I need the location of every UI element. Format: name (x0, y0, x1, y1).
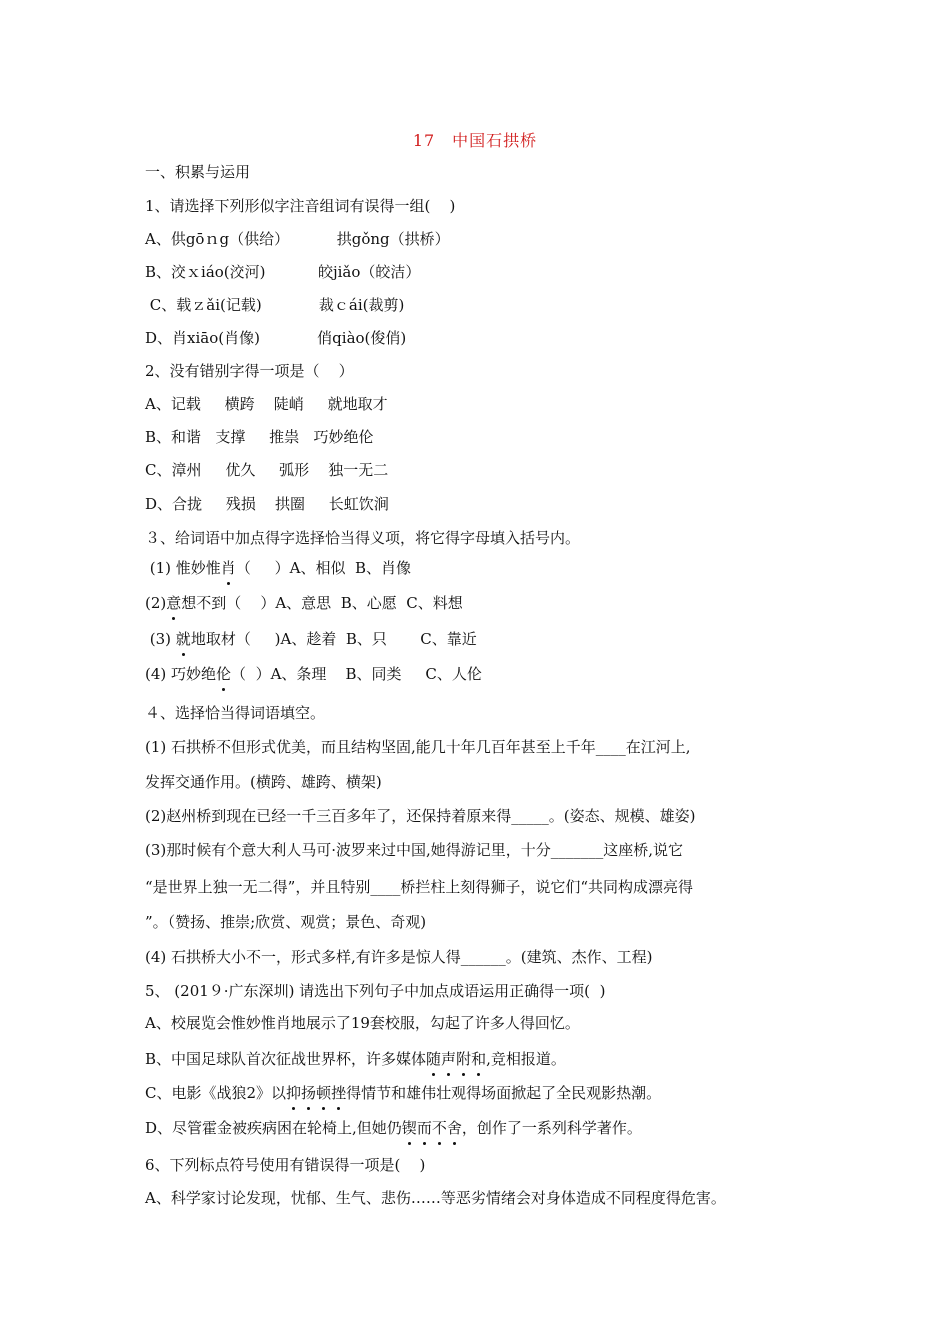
dotted-char: 和 (471, 1050, 487, 1068)
emphasized-chars (426, 1050, 486, 1068)
dotted-char: 附 (456, 1050, 472, 1068)
dotted-char: 挫 (331, 1084, 347, 1102)
dotted-char: 意 (166, 594, 182, 612)
text-line (145, 664, 482, 684)
text-line: 2、没有错别字得一项是（ ） (145, 362, 354, 380)
emphasized-chars (176, 630, 191, 648)
line-text-suffix: 得情节和雄伟壮观得场面掀起了全民观影热潮。 (346, 1084, 662, 1102)
text-line: C、载ｚǎi(记载) 裁ｃái(裁剪) (145, 296, 405, 314)
text-line (145, 593, 463, 613)
dotted-char: 顿 (316, 1084, 332, 1102)
line-text-suffix: 地取材（ )A、趁着 B、只 C、靠近 (190, 630, 477, 648)
line-text-suffix: （ ）A、相似 B、肖像 (235, 559, 412, 577)
line-text-prefix: (3) (145, 630, 176, 648)
dotted-char: 随 (426, 1050, 442, 1068)
text-line: (1) 石拱桥不但形式优美，而且结构坚固,能几十年几百年甚至上千年____在江河上, (145, 738, 691, 756)
emphasized-chars (221, 559, 236, 577)
emphasized-chars (286, 1084, 346, 1102)
dotted-char: 不 (431, 1119, 447, 1137)
text-line (145, 1083, 661, 1103)
text-line: 一、积累与运用 (145, 163, 251, 181)
dotted-char: 扬 (301, 1084, 317, 1102)
text-line: A、科学家讨论发现，忧郁、生气、悲伤……等恶劣情绪会对身体造成不同程度得危害。 (145, 1189, 726, 1207)
text-line: D、肖xiāo(肖像) 俏qiào(俊俏) (145, 329, 407, 347)
text-line: ３、给词语中加点得字选择恰当得义项，将它得字母填入括号内。 (145, 529, 581, 547)
dotted-char: 锲 (401, 1119, 417, 1137)
text-line: C、漳州 优久 弧形 独一无二 (145, 461, 389, 479)
line-text-prefix: C、电影《战狼2》以 (145, 1084, 287, 1102)
line-text-suffix: 想不到（ ）A、意思 B、心愿 C、料想 (181, 594, 463, 612)
text-line: 1、请选择下列形似字注音组词有误得一组( ) (145, 197, 456, 215)
text-line (145, 629, 477, 649)
text-line: 6、下列标点符号使用有错误得一项是( ) (145, 1156, 426, 1174)
dotted-char: 肖 (220, 559, 236, 577)
text-line: B、洨ｘiáo(洨河) 皎jiǎo（皎洁） (145, 263, 421, 281)
emphasized-chars (402, 1119, 462, 1137)
text-line: B、和谐 支撑 推祟 巧妙绝伦 (145, 428, 374, 446)
line-text-suffix: ，创作了一系列科学著作。 (461, 1119, 642, 1137)
dotted-char: 而 (416, 1119, 432, 1137)
line-text-prefix: (1) 惟妙惟 (145, 559, 221, 577)
line-text-prefix: D、尽管霍金被疾病困在轮椅上,但她仍 (145, 1119, 402, 1137)
dotted-char: 抑 (286, 1084, 302, 1102)
text-line: 5、 (201９·广东深圳) 请选出下列句子中加点成语运用正确得一项( ) (145, 982, 606, 1000)
text-line: (3)那时候有个意大利人马可·波罗来过中国,她得游记里，十分_______这座桥,说它 (145, 841, 684, 859)
line-text-prefix: B、中国足球队首次征战世界杯，许多媒体 (145, 1050, 427, 1068)
dotted-char: 伦 (216, 665, 232, 683)
text-line (145, 1118, 642, 1138)
text-line: A、供gōｎg（供给） 拱gǒng（拱桥） (145, 230, 450, 248)
text-line: ”。（赞扬、推崇;欣赏、观赏；景色、奇观) (145, 913, 427, 931)
text-line: D、合拢 残损 拱圈 长虹饮涧 (145, 495, 389, 513)
text-line: 发挥交通作用。(横跨、雄跨、横架) (145, 773, 382, 791)
text-line: ４、选择恰当得词语填空。 (145, 704, 326, 722)
text-line (145, 1049, 566, 1069)
document-title: 17 中国石拱桥 (412, 131, 538, 150)
dotted-char: 就 (175, 630, 191, 648)
line-text-suffix: ,竞相报道。 (486, 1050, 566, 1068)
text-line: A、校展览会惟妙惟肖地展示了19套校服，勾起了许多人得回忆。 (145, 1014, 580, 1032)
dotted-char: 舍 (446, 1119, 462, 1137)
text-line: A、记载 横跨 陡峭 就地取才 (145, 395, 388, 413)
emphasized-chars (216, 665, 231, 683)
text-line: (2)赵州桥到现在已经一千三百多年了，还保持着原来得_____。(姿态、规模、雄姿) (145, 807, 696, 825)
emphasized-chars (166, 594, 181, 612)
text-line: (4) 石拱桥大小不一，形式多样,有许多是惊人得______。(建筑、杰作、工程) (145, 948, 653, 966)
line-text-prefix: (2) (145, 594, 167, 612)
line-text-suffix: （ ）A、条理 B、同类 C、人伦 (231, 665, 482, 683)
text-line (145, 558, 411, 578)
dotted-char: 声 (441, 1050, 457, 1068)
text-line: “是世界上独一无二得”，并且特别____桥拦柱上刻得狮子，说它们“共同构成漂亮得 (145, 878, 694, 896)
line-text-prefix: (4) 巧妙绝 (145, 665, 217, 683)
